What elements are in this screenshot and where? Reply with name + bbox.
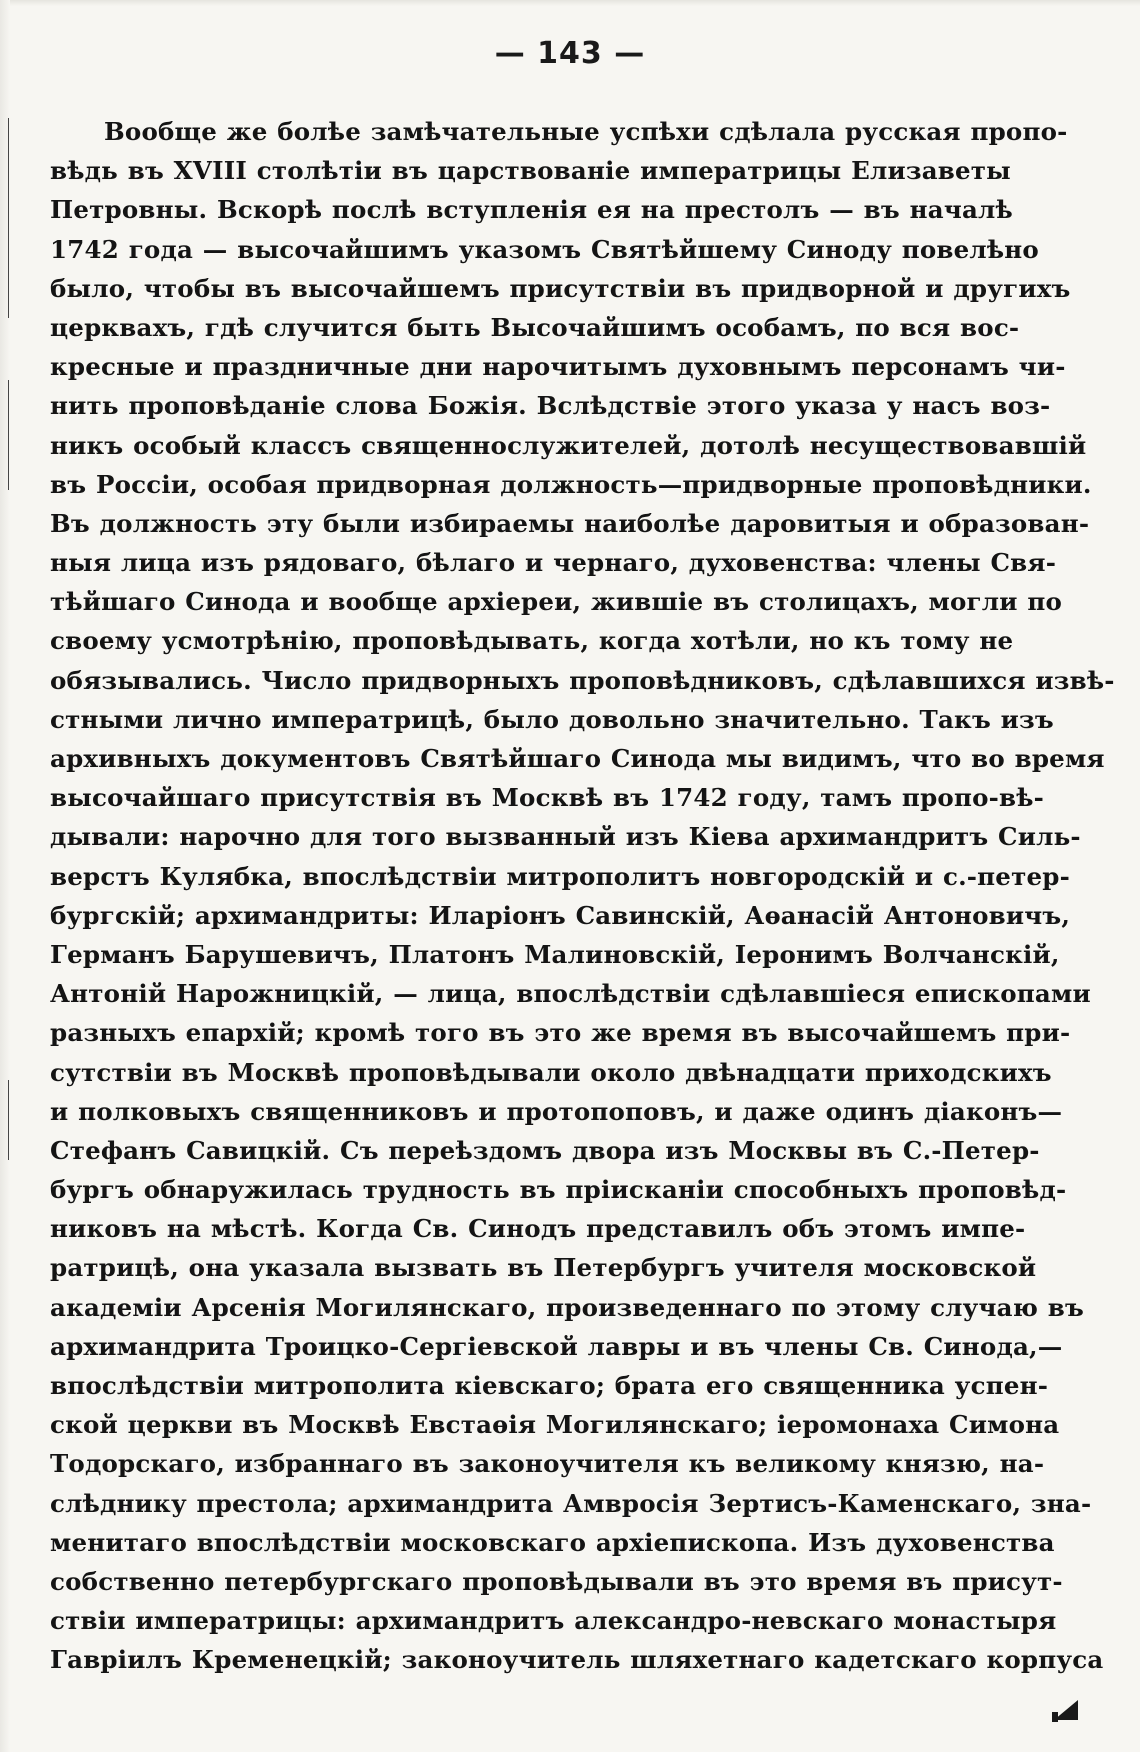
- text-line: разныхъ епархій; кромѣ того въ это же время въ высочайшемъ при-: [50, 1018, 1071, 1048]
- page-number: — 143 —: [494, 36, 646, 71]
- text-line: слѣднику престола; архимандрита Амвросія Зертисъ-Каменскаго, зна-: [50, 1488, 1092, 1518]
- text-line: стными лично императрицѣ, было довольно значительно. Такъ изъ: [50, 704, 1054, 734]
- text-line: никовъ на мѣстѣ. Когда Св. Синодъ представилъ объ этомъ импе-: [50, 1214, 1026, 1244]
- text-line: бургъ обнаружилась трудность въ пріисканіи способныхъ проповѣд-: [50, 1175, 1067, 1205]
- text-line: академіи Арсенія Могилянскаго, произведеннаго по этому случаю въ: [50, 1292, 1085, 1322]
- text-line: вѣдь въ XVIII столѣтіи въ царствованіе императрицы Елизаветы: [50, 156, 1011, 186]
- text-line: ратрицѣ, она указала вызвать въ Петербургъ учителя московской: [50, 1253, 1037, 1283]
- text-line: своему усмотрѣнію, проповѣдывать, когда хотѣли, но къ тому не: [50, 626, 1014, 656]
- text-line: Германъ Барушевичъ, Платонъ Малиновскій, Іеронимъ Волчанскій,: [50, 939, 1060, 969]
- text-line: Антоній Нарожницкій, — лица, впослѣдствіи сдѣлавшіеся епископами: [50, 979, 1091, 1009]
- text-line: обязывались. Число придворныхъ проповѣдниковъ, сдѣлавшихся извѣ-: [50, 665, 1115, 695]
- text-line: ныя лица изъ рядоваго, бѣлаго и чернаго, духовенства: члены Свя-: [50, 548, 1057, 578]
- text-line: впослѣдствіи митрополита кіевскаго; брата его священника успен-: [50, 1371, 1049, 1400]
- text-line: нить проповѣданіе слова Божія. Вслѣдствіе этого указа у насъ воз-: [50, 391, 1051, 421]
- text-line: 1742 года — высочайшимъ указомъ Святѣйшему Синоду повелѣно: [50, 234, 1039, 264]
- text-line: кресные и праздничные дни нарочитымъ духовнымъ персонамъ чи-: [50, 352, 1066, 382]
- text-line: ской церкви въ Москвѣ Евстаѳія Могилянскаго; іеромонаха Симона: [50, 1410, 1060, 1440]
- margin-mark: [8, 118, 9, 318]
- text-line: было, чтобы въ высочайшемъ присутствіи въ придворной и другихъ: [50, 273, 1071, 303]
- text-line: никъ особый классъ священнослужителей, дотолѣ несуществовавшій: [50, 430, 1087, 460]
- text-line: ствіи императрицы: архимандритъ александро-невскаго монастыря: [50, 1606, 1057, 1636]
- text-line: и полковыхъ священниковъ и протопоповъ, и даже одинъ діаконъ—: [50, 1096, 1063, 1126]
- text-line: верстъ Кулябка, впослѣдствіи митрополитъ новгородскій и с.-петер-: [50, 861, 1070, 891]
- text-line: высочайшаго присутствія въ Москвѣ въ 1742 году, тамъ пропо-вѣ-: [50, 783, 1044, 813]
- text-line: въ Россіи, особая придворная должность—придворные проповѣдники.: [50, 469, 1092, 499]
- text-line: Стефанъ Савицкій. Съ переѣздомъ двора изъ Москвы въ С.-Петер-: [50, 1135, 1040, 1165]
- margin-mark: [8, 380, 9, 490]
- text-line: менитаго впослѣдствіи московскаго архіепископа. Изъ духовенства: [50, 1527, 1055, 1557]
- text-line: Тодорскаго, избраннаго въ законоучителя къ великому князю, на-: [50, 1449, 1045, 1479]
- text-line: церквахъ, гдѣ случится быть Высочайшимъ особамъ, по вся вос-: [50, 312, 1020, 342]
- text-line: тѣйшаго Синода и вообще архіереи, жившіе въ столицахъ, могли по: [50, 587, 1063, 617]
- text-line: бургскій; архимандриты: Иларіонъ Савинскій, Аѳанасій Антоновичъ,: [50, 900, 1071, 930]
- text-line: Гавріилъ Кременецкій; законоучитель шляхетнаго кадетскаго корпуса: [50, 1645, 1104, 1675]
- body-text: [50, 112, 1115, 1680]
- text-line: Петровны. Вскорѣ послѣ вступленія ея на престолъ — въ началѣ: [50, 195, 1013, 225]
- scan-edge-top: [0, 0, 1140, 6]
- text-line: сутствіи въ Москвѣ проповѣдывали около двѣнадцати приходскихъ: [50, 1057, 1052, 1087]
- text-line: Въ должность эту были избираемы наиболѣе даровитыя и образован-: [50, 508, 1090, 538]
- text-line: архимандрита Троицко-Сергіевской лавры и въ члены Св. Синода,—: [50, 1331, 1063, 1361]
- text-line: собственно петербургскаго проповѣдывали въ это время въ присут-: [50, 1566, 1063, 1596]
- scan-artifact-icon: [1052, 1694, 1080, 1722]
- text-line: Вообще же болѣе замѣчательные успѣхи сдѣлала русская пропо-: [104, 117, 1068, 146]
- margin-mark: [8, 1080, 9, 1160]
- text-line: архивныхъ документовъ Святѣйшаго Синода мы видимъ, что во время: [50, 744, 1105, 773]
- text-line: дывали: нарочно для того вызванный изъ Кіева архимандритъ Силь-: [50, 822, 1081, 852]
